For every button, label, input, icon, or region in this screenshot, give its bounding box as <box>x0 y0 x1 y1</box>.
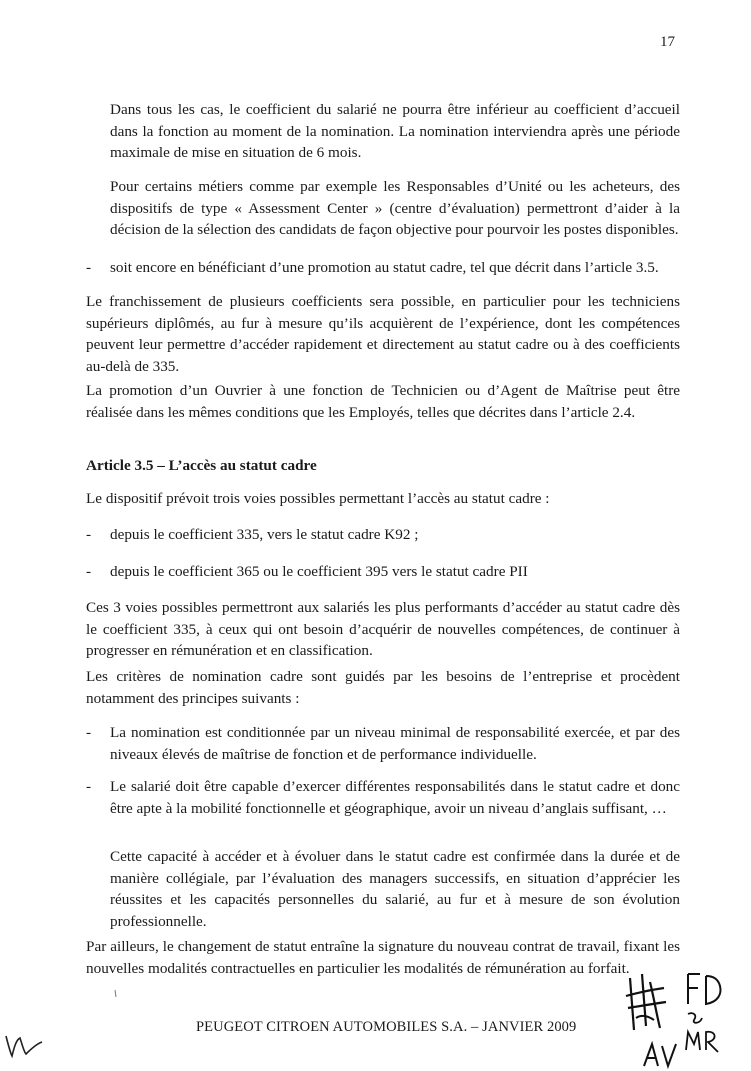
bullet-dash: - <box>86 259 92 276</box>
handwritten-initials-av <box>640 1038 680 1070</box>
article-heading: Article 3.5 – L’accès au statut cadre <box>86 457 317 474</box>
bullet-nomination: La nomination est conditionnée par un niveau minimal de responsabilité exercée, et par des niveaux élevés de maîtrise de fonction et de performance individuelle. <box>110 724 680 763</box>
page-number: 17 <box>660 34 675 50</box>
paragraph-coefficient-accueil: Dans tous les cas, le coefficient du salarié ne pourra être inférieur au coefficient d’accueil dans la fonction au moment de la nomination. La nomination interviendra après une période maximale de mise en situation de 6 mois. <box>110 101 680 161</box>
bullet-k92: depuis le coefficient 335, vers le statut cadre K92 ; <box>110 526 419 543</box>
paragraph-franchissement: Le franchissement de plusieurs coefficients sera possible, en particulier pour les techniciens supérieurs diplômés, au fur à mesure qu’ils acquièrent de l’expérience, dont les compétences peuvent leur permettre d’accéder rapidement et directement au statut cadre ou à des coefficients au-delà de 335. <box>86 293 680 375</box>
paragraph-promotion-ouvrier: La promotion d’un Ouvrier à une fonction de Technicien ou d’Agent de Maîtrise peut être réalisée dans les mêmes conditions que les Employés, telles que décrites dans l’article 2.4. <box>86 382 680 421</box>
bullet-dash: - <box>86 778 92 795</box>
bullet-dash: - <box>86 526 92 543</box>
handwritten-signature-scribble <box>620 968 680 1038</box>
handwritten-initials-fd <box>682 970 726 1012</box>
bullet-promotion-cadre: soit encore en bénéficiant d’une promotion au statut cadre, tel que décrit dans l’article 3.5. <box>110 259 659 276</box>
footer-company-date: PEUGEOT CITROEN AUTOMOBILES S.A. – JANVIER 2009 <box>196 1019 577 1035</box>
bullet-dash: - <box>86 724 92 741</box>
bullet-mobilite: Le salarié doit être capable d’exercer différentes responsabilités dans le statut cadre et donc être apte à la mobilité fonctionnelle et géographique, avoir un niveau d’anglais suffisant, … <box>110 778 680 817</box>
paragraph-changement-statut: Par ailleurs, le changement de statut entraîne la signature du nouveau contrat de travail, fixant les nouvelles modalités contractuelles en particulier les modalités de rémunération au forfait. <box>86 938 680 977</box>
handwritten-initials-left <box>2 1030 50 1062</box>
paragraph-dispositif: Le dispositif prévoit trois voies possibles permettant l’accès au statut cadre : <box>86 490 550 507</box>
bullet-dash: - <box>86 563 92 580</box>
small-mark <box>112 988 120 1000</box>
paragraph-trois-voies: Ces 3 voies possibles permettront aux salariés les plus performants d’accéder au statut cadre dès le coefficient 335, à ceux qui ont besoin d’acquérir de nouvelles compétences, de continuer à progresser en rémunération et en classification. <box>86 599 680 659</box>
handwritten-initials-mr <box>680 1010 730 1058</box>
paragraph-assessment-center: Pour certains métiers comme par exemple les Responsables d’Unité ou les acheteurs, des dispositifs de type « Assessment Center » (centre d’évaluation) permettront d’aider à la décision de la sélection des candidats de façon objective pour pourvoir les postes disponibles. <box>110 178 680 238</box>
bullet-pii: depuis le coefficient 365 ou le coefficient 395 vers le statut cadre PII <box>110 563 528 580</box>
paragraph-criteres: Les critères de nomination cadre sont guidés par les besoins de l’entreprise et procèdent notamment des principes suivants : <box>86 668 680 707</box>
paragraph-capacite: Cette capacité à accéder et à évoluer dans le statut cadre est confirmée dans la durée et de manière collégiale, par l’évaluation des managers successifs, en situation d’apprécier les réussites et les capacités personnelles du salarié, au fur et à mesure de son évolution professionnelle. <box>110 848 680 930</box>
